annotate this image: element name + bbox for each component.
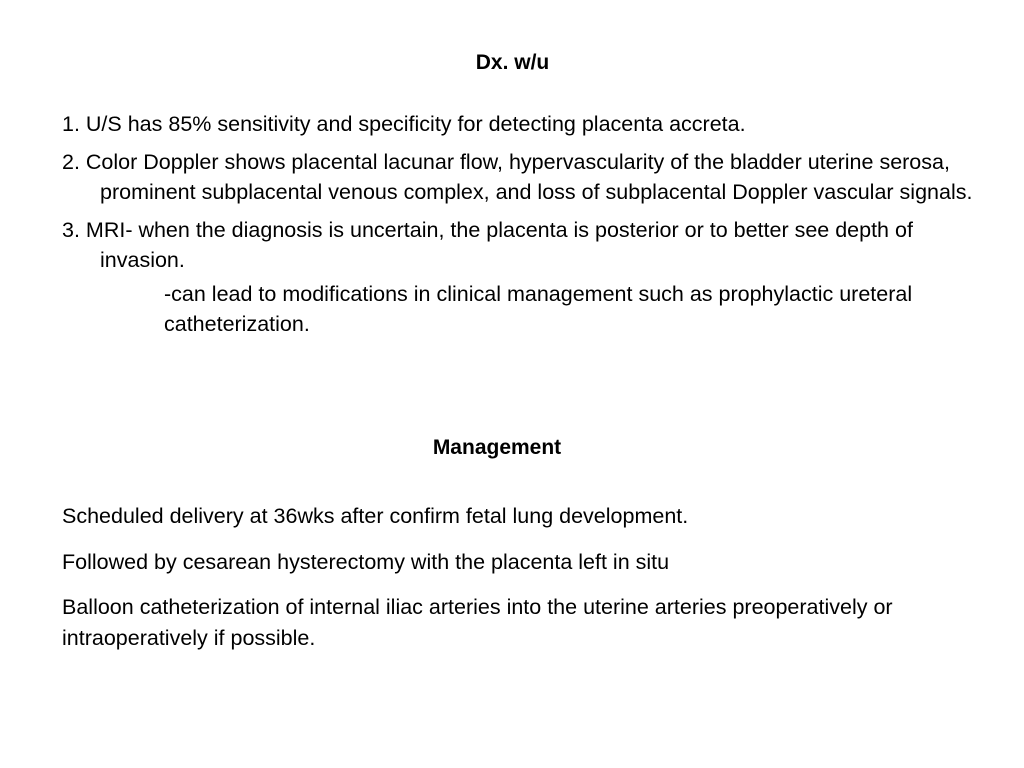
management-item-delivery: Scheduled delivery at 36wks after confirm fetal lung development. <box>62 504 689 528</box>
diagnosis-item-ultrasound: 1. U/S has 85% sensitivity and specificity for detecting placenta accreta. <box>62 112 746 136</box>
diagnosis-title: Dx. w/u <box>475 51 550 74</box>
management-title: Management <box>432 436 562 459</box>
diagnosis-item-mri: 3. MRI- when the diagnosis is uncertain, the placenta is posterior or to better see depth of invasion. <box>62 217 913 272</box>
management-item-hysterectomy: Followed by cesarean hysterectomy with the placenta left in situ <box>62 549 670 574</box>
diagnosis-subnote: -can lead to modifications in clinical management such as prophylactic ureteral catheterization. <box>164 281 913 336</box>
diagnosis-item-doppler: 2. Color Doppler shows placental lacunar flow, hypervascularity of the bladder uterine serosa, prominent subplacental venous complex, and loss of subplacental Doppler vascular signals. <box>62 149 973 204</box>
diagnosis-list <box>62 109 982 340</box>
management-list <box>62 501 982 668</box>
management-item-balloon: Balloon catheterization of internal iliac arteries into the uterine arteries preoperatively or intraoperatively if possible. <box>62 595 893 650</box>
